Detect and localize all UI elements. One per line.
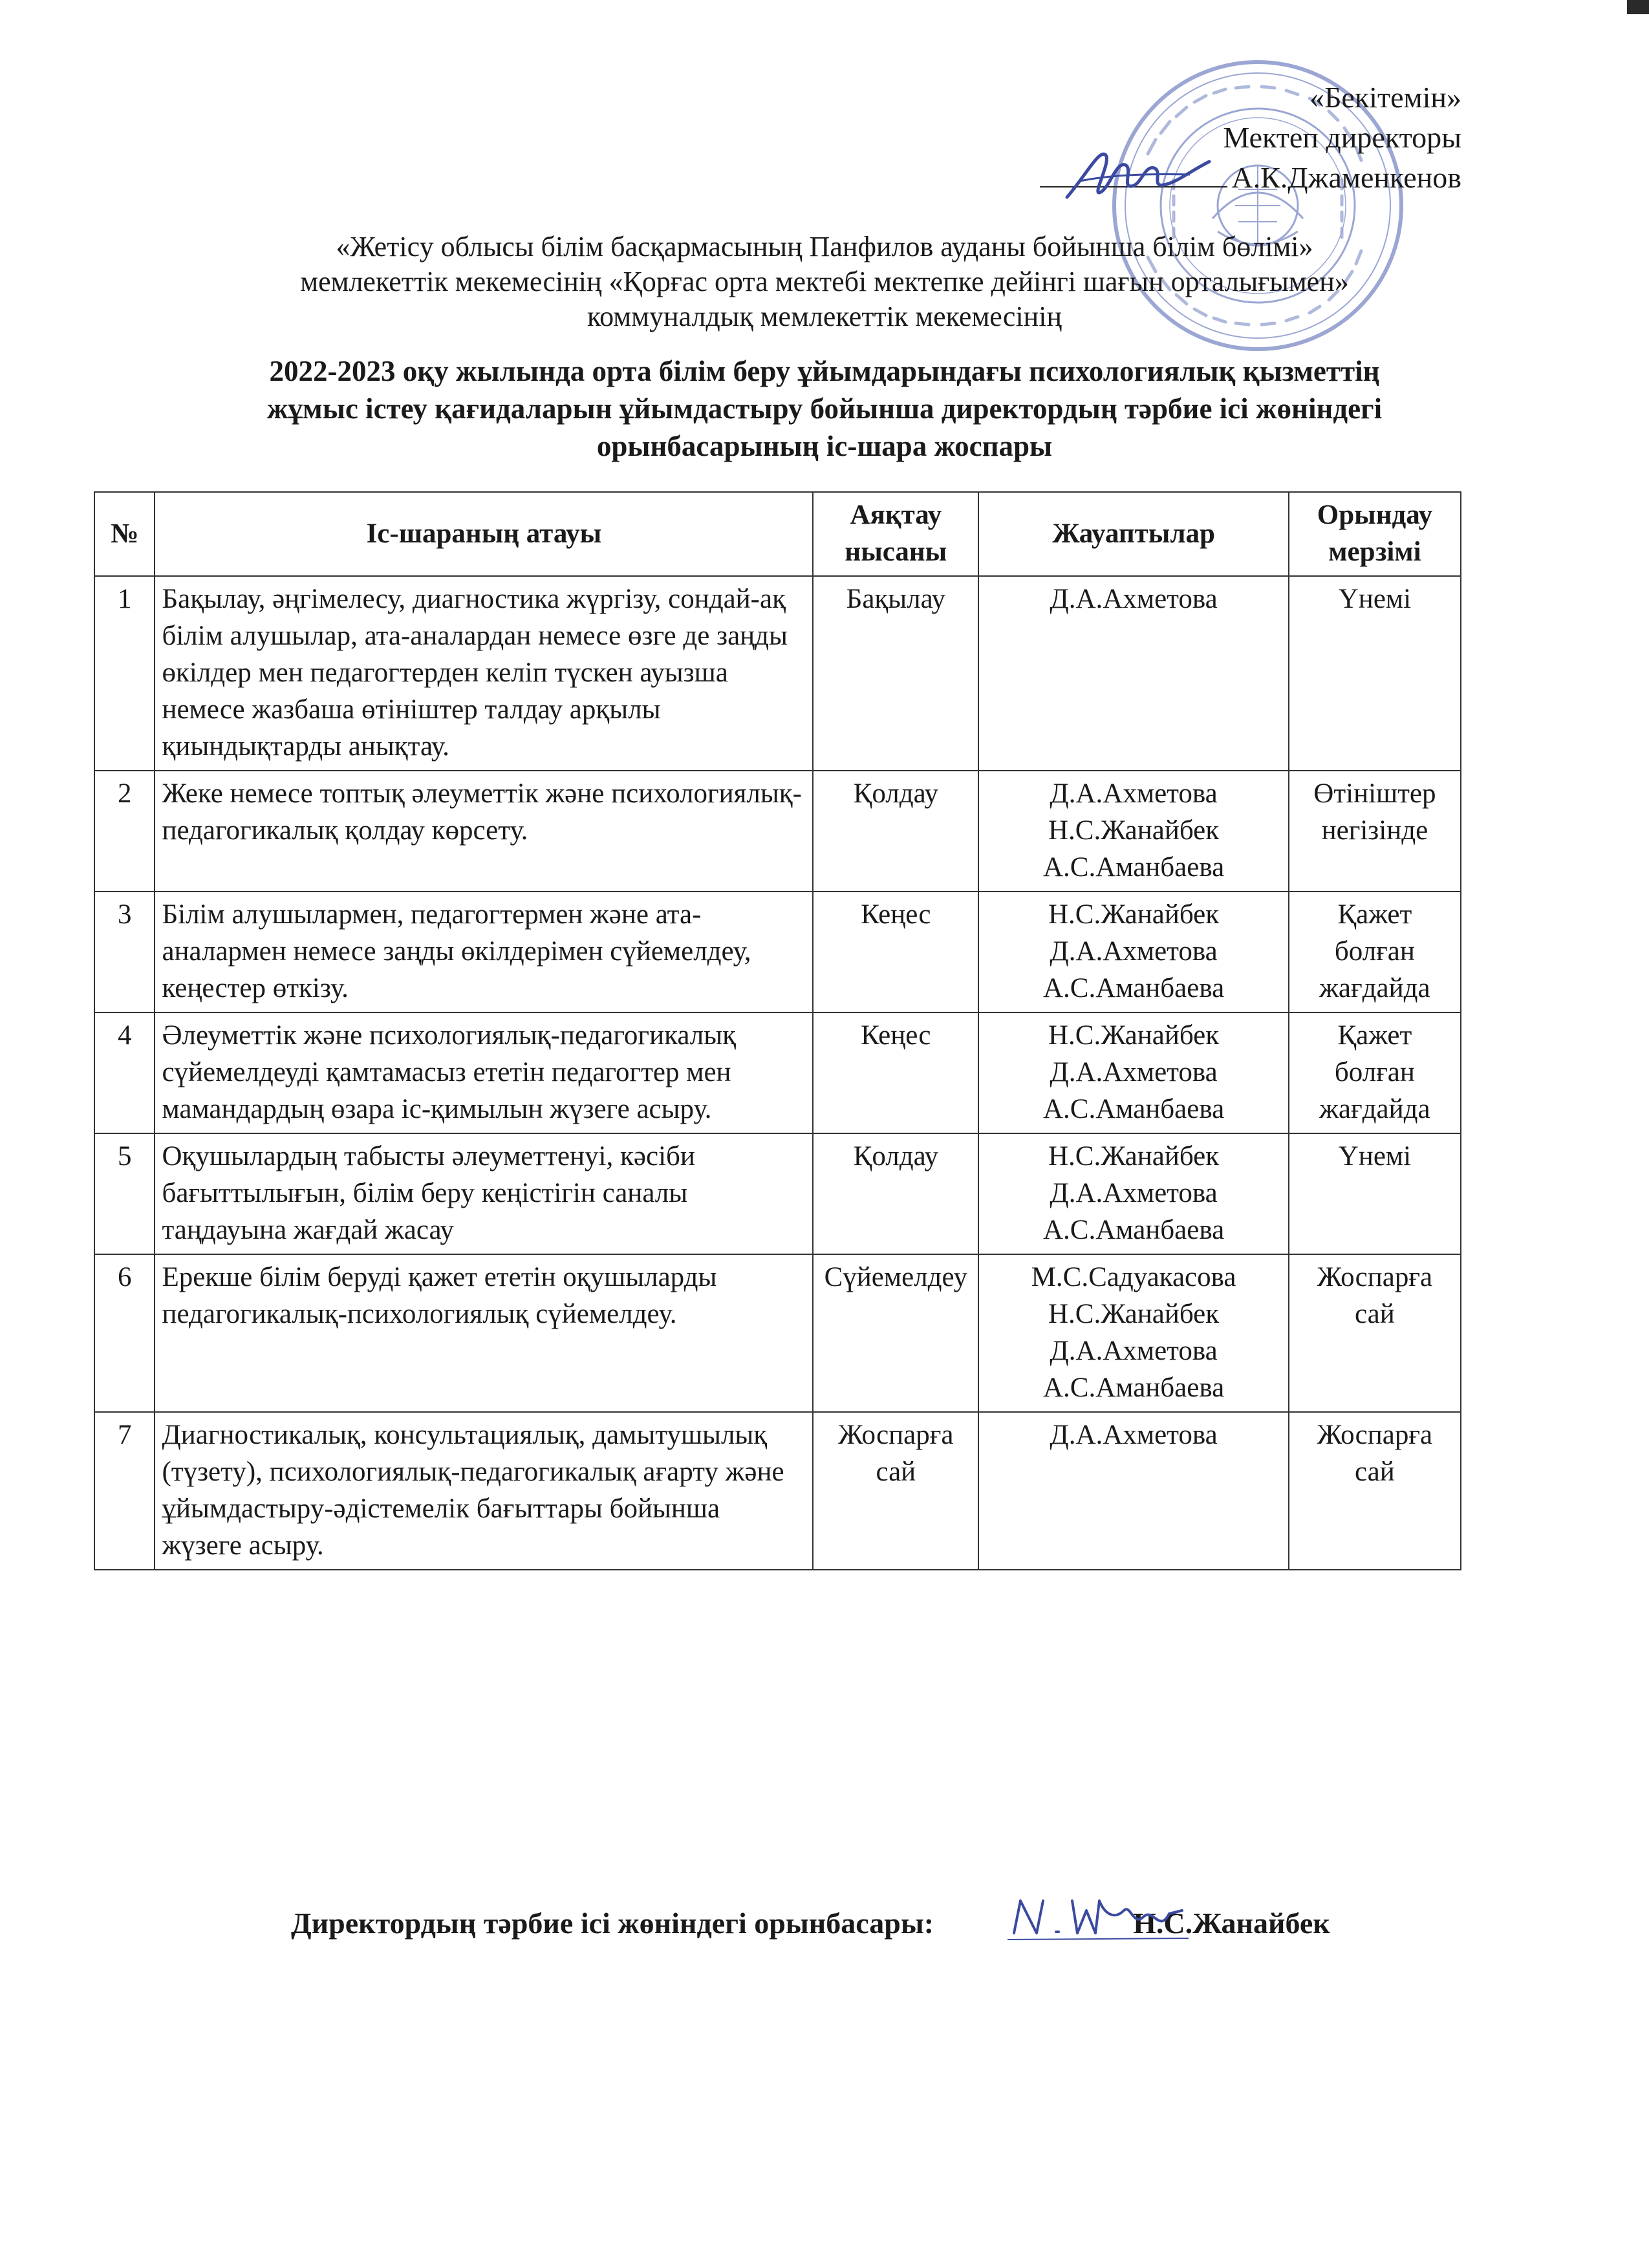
title-line-2: жұмыс істеу қағидаларын ұйымдастыру бойынша директордың тәрбие ісі жөніндегі bbox=[266, 392, 1383, 425]
cell-number: 4 bbox=[94, 1012, 155, 1133]
activity-plan-table bbox=[94, 491, 1461, 1570]
cell-completion-form: Кеңес bbox=[813, 1012, 978, 1133]
cell-deadline: Үнемі bbox=[1289, 576, 1461, 771]
approval-block bbox=[1040, 78, 1461, 198]
cell-activity-name: Диагностикалық, консультациялық, дамытушылық (түзету), психологиялық-педагогикалық ағарту және ұйымдастыру-әдістемелік бағыттары бойынша жүзеге асыру. bbox=[155, 1412, 813, 1570]
header-responsible: Жауаптылар bbox=[978, 492, 1288, 576]
responsible-person: Д.А.Ахметова bbox=[1050, 1178, 1218, 1208]
responsible-person: А.С.Аманбаева bbox=[1042, 852, 1225, 883]
header-number: № bbox=[94, 492, 155, 576]
cell-deadline: Жоспарға сай bbox=[1289, 1254, 1461, 1412]
footer-name: Н.С.Жанайбек bbox=[1133, 1907, 1330, 1940]
table-body bbox=[94, 576, 1461, 1570]
table-header-row bbox=[94, 492, 1461, 576]
cell-responsible bbox=[978, 771, 1288, 892]
cell-responsible bbox=[978, 1254, 1288, 1412]
header-term-line-2: мерзімі bbox=[1328, 537, 1421, 567]
cell-number: 1 bbox=[94, 576, 155, 771]
scan-edge-mark bbox=[1627, 0, 1649, 14]
cell-responsible bbox=[978, 1012, 1288, 1133]
header-deadline bbox=[1289, 492, 1461, 576]
responsible-person: А.С.Аманбаева bbox=[1042, 973, 1225, 1003]
footer-position: Директордың тәрбие ісі жөніндегі орынбасары: bbox=[291, 1907, 934, 1940]
cell-deadline: Қажет болған жағдайда bbox=[1289, 892, 1461, 1012]
cell-completion-form: Кеңес bbox=[813, 892, 978, 1012]
cell-completion-form: Қолдау bbox=[813, 771, 978, 892]
responsible-person: Д.А.Ахметова bbox=[1050, 778, 1218, 809]
cell-responsible bbox=[978, 576, 1288, 771]
header-form-line-1: Аяқтау bbox=[850, 500, 942, 530]
cell-deadline: Қажет болған жағдайда bbox=[1289, 1012, 1461, 1133]
cell-activity-name: Жеке немесе топтық әлеуметтік және психологиялық-педагогикалық қолдау көрсету. bbox=[155, 771, 813, 892]
responsible-person: Н.С.Жанайбек bbox=[1048, 1141, 1220, 1171]
cell-number: 3 bbox=[94, 892, 155, 1012]
responsible-person: Д.А.Ахметова bbox=[1050, 1057, 1218, 1087]
cell-deadline: Өтініштер негізінде bbox=[1289, 771, 1461, 892]
cell-deadline: Үнемі bbox=[1289, 1133, 1461, 1254]
table-row bbox=[94, 1254, 1461, 1412]
cell-completion-form: Сүйемелдеу bbox=[813, 1254, 978, 1412]
cell-number: 2 bbox=[94, 771, 155, 892]
document-title bbox=[97, 352, 1552, 465]
cell-activity-name: Бақылау, әңгімелесу, диагностика жүргізу, сондай-ақ білім алушылар, ата-аналардан немесе өзге де заңды өкілдер мен педагогтерден келіп түскен ауызша немесе жазбаша өтініштер талдау арқылы қиындықтарды анықтау. bbox=[155, 576, 813, 771]
responsible-person: Н.С.Жанайбек bbox=[1048, 1020, 1220, 1051]
cell-activity-name: Білім алушылармен, педагогтермен және ата-аналармен немесе заңды өкілдерімен сүйемелдеу, кеңестер өткізу. bbox=[155, 892, 813, 1012]
cell-number: 6 bbox=[94, 1254, 155, 1412]
organization-line-1: «Жетісу облысы білім басқармасының Панфилов ауданы бойынша білім бөлімі» bbox=[336, 231, 1313, 262]
table-row bbox=[94, 892, 1461, 1012]
responsible-person: Д.А.Ахметова bbox=[1050, 1336, 1218, 1366]
responsible-person: М.С.Садуакасова bbox=[1031, 1262, 1236, 1292]
responsible-person: Н.С.Жанайбек bbox=[1048, 815, 1220, 846]
header-form-line-2: нысаны bbox=[845, 537, 947, 567]
cell-responsible bbox=[978, 1412, 1288, 1570]
table-row bbox=[94, 1012, 1461, 1133]
cell-activity-name: Әлеуметтік және психологиялық-педагогикалық сүйемелдеуді қамтамасыз ететін педагогтер мен мамандардың өзара іс-қимылын жүзеге асыру. bbox=[155, 1012, 813, 1133]
table-row bbox=[94, 576, 1461, 771]
cell-deadline: Жоспарға сай bbox=[1289, 1412, 1461, 1570]
organization-line-3: коммуналдық мемлекеттік мекемесінің bbox=[587, 301, 1062, 332]
header-term-line-1: Орындау bbox=[1317, 500, 1433, 530]
title-line-1: 2022-2023 оқу жылында орта білім беру ұйымдарындағы психологиялық қызметтің bbox=[269, 355, 1380, 387]
table-row bbox=[94, 1412, 1461, 1570]
responsible-person: Д.А.Ахметова bbox=[1050, 584, 1218, 614]
responsible-person: А.С.Аманбаева bbox=[1042, 1094, 1225, 1124]
responsible-person: А.С.Аманбаева bbox=[1042, 1373, 1225, 1403]
organization-heading bbox=[0, 230, 1649, 334]
header-activity-name: Іс-шараның атауы bbox=[155, 492, 813, 576]
cell-number: 5 bbox=[94, 1133, 155, 1254]
cell-number: 7 bbox=[94, 1412, 155, 1570]
approve-word: «Бекітемін» bbox=[1310, 81, 1461, 114]
responsible-person: Д.А.Ахметова bbox=[1050, 1420, 1218, 1450]
responsible-person: Н.С.Жанайбек bbox=[1048, 899, 1220, 930]
organization-line-2: мемлекеттік мекемесінің «Қорғас орта мектебі мектепке дейінгі шағын орталығымен» bbox=[300, 266, 1349, 297]
cell-responsible bbox=[978, 1133, 1288, 1254]
cell-completion-form: Бақылау bbox=[813, 576, 978, 771]
approver-name: А.К.Джаменкенов bbox=[1231, 161, 1461, 194]
header-completion-form bbox=[813, 492, 978, 576]
cell-activity-name: Оқушылардың табысты әлеуметтенуі, кәсіби бағыттылығын, білім беру кеңістігін саналы таңдауына жағдай жасау bbox=[155, 1133, 813, 1254]
responsible-person: Н.С.Жанайбек bbox=[1048, 1299, 1220, 1329]
cell-completion-form: Қолдау bbox=[813, 1133, 978, 1254]
responsible-person: Д.А.Ахметова bbox=[1050, 936, 1218, 967]
approver-position: Мектеп директоры bbox=[1223, 121, 1461, 154]
signature-line bbox=[1040, 186, 1227, 187]
table-row bbox=[94, 1133, 1461, 1254]
cell-responsible bbox=[978, 892, 1288, 1012]
title-line-3: орынбасарының іс-шара жоспары bbox=[596, 430, 1053, 462]
footer-signature-block bbox=[291, 1904, 1330, 1943]
table-row bbox=[94, 771, 1461, 892]
cell-activity-name: Ерекше білім беруді қажет ететін оқушыларды педагогикалық-психологиялық сүйемелдеу. bbox=[155, 1254, 813, 1412]
responsible-person: А.С.Аманбаева bbox=[1042, 1215, 1225, 1245]
cell-completion-form: Жоспарға сай bbox=[813, 1412, 978, 1570]
